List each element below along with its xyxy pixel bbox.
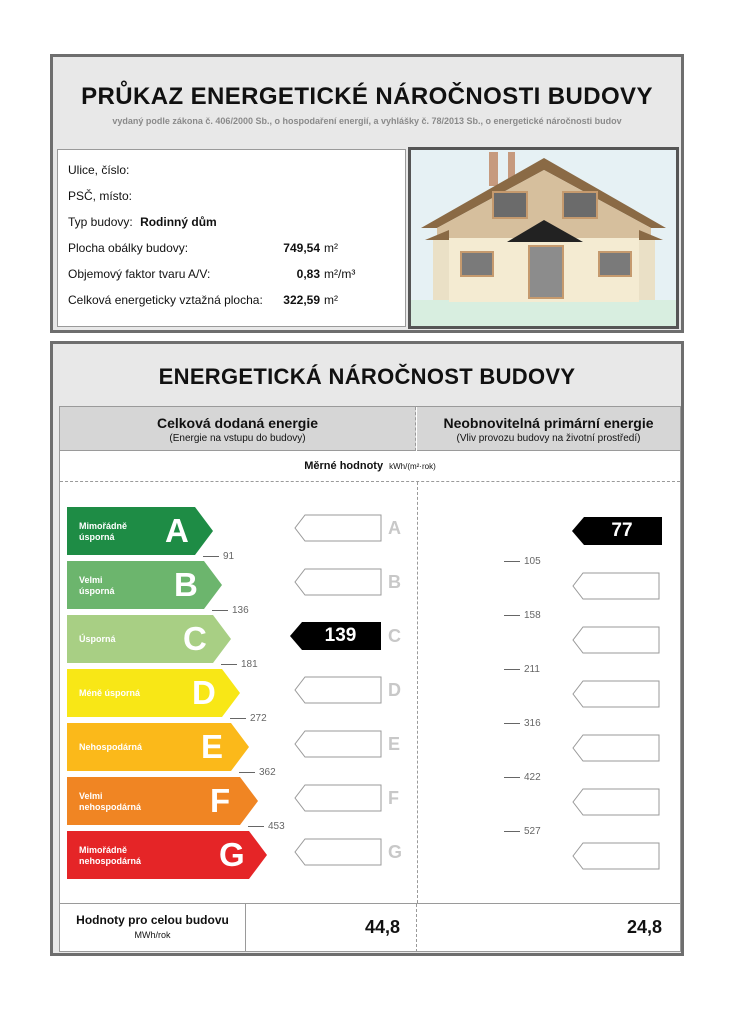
primary-limit-5 (504, 772, 541, 783)
primary-slot-d-shape (573, 681, 659, 707)
delivered-limit-2 (212, 605, 249, 616)
class-label-line1: Úsporná (79, 634, 116, 644)
primary-energy-marker-value: 77 (611, 520, 633, 541)
primary-slot-e (572, 734, 661, 763)
delivered-slot-f (294, 784, 383, 813)
ghost-letter-b: B (388, 572, 401, 592)
building-type-value: Rodinný dům (140, 215, 217, 229)
primary-energy-title: Neobnovitelná primární energie (443, 415, 654, 431)
primary-slot-b (572, 572, 661, 601)
primary-limit-2 (504, 610, 541, 621)
specific-values-label: Měrné hodnoty (304, 460, 384, 472)
class-label-f (79, 791, 141, 813)
psc-row (68, 189, 132, 203)
section-heading: ENERGETICKÁ NÁROČNOST BUDOVY (158, 364, 576, 389)
primary-limit-3 (504, 664, 540, 675)
class-letter-a: A (165, 512, 189, 549)
primary-limit-6-value: 527 (524, 826, 541, 837)
primary-slot-e-shape (573, 735, 659, 761)
class-label-d (79, 688, 140, 699)
class-label-line2: úsporná (79, 532, 115, 542)
class-label-line1: Méně úsporná (79, 688, 141, 698)
primary-limit-6-tick (504, 831, 520, 832)
totals-unit: MWh/rok (134, 930, 171, 940)
delivered-energy-title: Celková dodaná energie (156, 415, 319, 431)
envelope-area-row (68, 241, 388, 255)
psc-label: PSČ, místo: (68, 189, 133, 203)
class-label-line1: Velmi (79, 791, 103, 801)
delivered-limit-2-value: 136 (232, 605, 249, 616)
primary-limit-5-value: 422 (524, 772, 541, 783)
ghost-letter-e: E (388, 734, 401, 754)
total-area-label: Celková energeticky vztažná plocha: (68, 293, 263, 307)
primary-limit-1-tick (504, 561, 520, 562)
delivered-limit-2-tick (212, 610, 228, 611)
delivered-slot-g-shape (295, 839, 381, 865)
totals-label-cell (60, 904, 246, 952)
class-letter-g: G (219, 836, 245, 873)
primary-slot-d (572, 680, 661, 709)
delivered-limit-3 (221, 659, 258, 670)
primary-limit-4-tick (504, 723, 520, 724)
street-row (68, 163, 129, 177)
energy-performance-section (50, 341, 684, 956)
total-area-value: 322,59 (283, 293, 320, 307)
delivered-limit-3-value: 181 (241, 659, 258, 670)
certificate-title: PRŮKAZ ENERGETICKÉ NÁROČNOSTI BUDOVY (81, 83, 653, 110)
class-letter-b: B (174, 566, 198, 603)
envelope-area-label: Plocha obálky budovy: (68, 241, 189, 255)
delivered-limit-6 (248, 821, 285, 832)
certificate-subtitle: vydaný podle zákona č. 406/2000 Sb., o hospodaření energií, a vyhlášky č. 78/2013 Sb., o energetické náročnosti budov (112, 116, 622, 126)
envelope-area-unit: m² (324, 241, 338, 255)
volume-factor-value: 0,83 (296, 267, 320, 281)
delivered-limit-5 (239, 767, 276, 778)
delivered-limit-5-value: 362 (259, 767, 276, 778)
delivered-slot-e (294, 730, 383, 759)
delivered-slot-b-shape (295, 569, 381, 595)
delivered-slot-e-shape (295, 731, 381, 757)
delivered-slot-b (294, 568, 383, 597)
class-label-e (79, 742, 142, 753)
total-area-row (68, 293, 388, 307)
class-label-c (79, 634, 116, 645)
primary-limit-6 (504, 826, 541, 837)
ghost-letter-d: D (388, 680, 401, 700)
class-label-a (79, 521, 127, 543)
certificate-header (50, 54, 684, 333)
primary-limit-2-value: 158 (524, 610, 541, 621)
delivered-limit-3-tick (221, 664, 237, 665)
ghost-letter-c: C (388, 626, 401, 646)
delivered-slot-f-shape (295, 785, 381, 811)
energy-table (59, 406, 681, 952)
delivered-slot-g (294, 838, 383, 867)
totals-row (60, 903, 680, 951)
class-letter-d: D (192, 674, 216, 711)
total-delivered-energy: 44,8 (246, 904, 417, 952)
primary-limit-3-value: 211 (524, 664, 540, 675)
primary-slot-f-shape (573, 789, 659, 815)
building-info-box (57, 149, 406, 327)
delivered-limit-1-tick (203, 556, 219, 557)
delivered-limit-4 (230, 713, 267, 724)
class-label-line2: nehospodárná (79, 856, 142, 866)
primary-slot-g-shape (573, 843, 659, 869)
primary-slot-c (572, 626, 661, 655)
ghost-letter-a: A (388, 518, 401, 538)
delivered-energy-marker-value: 139 (324, 625, 357, 646)
delivered-limit-1 (203, 551, 234, 562)
delivered-limit-6-tick (248, 826, 264, 827)
delivered-limit-6-value: 453 (268, 821, 285, 832)
total-area-unit: m² (324, 293, 338, 307)
delivered-slot-a-shape (295, 515, 381, 541)
primary-energy-subtitle: (Vliv provozu budovy na životní prostředí) (456, 433, 641, 444)
primary-slot-b-shape (573, 573, 659, 599)
primary-limit-2-tick (504, 615, 520, 616)
energy-scale (60, 407, 680, 903)
primary-slot-c-shape (573, 627, 659, 653)
primary-limit-1-value: 105 (524, 556, 541, 567)
primary-limit-4 (504, 718, 541, 729)
envelope-area-value: 749,54 (283, 241, 320, 255)
class-label-line1: Mimořádně (79, 521, 128, 531)
volume-factor-unit: m²/m³ (324, 267, 356, 281)
class-label-line2: úsporná (79, 586, 115, 596)
total-primary-energy: 24,8 (626, 917, 662, 937)
class-label-b (79, 575, 115, 597)
specific-values-unit: kWh/(m²·rok) (389, 462, 436, 471)
primary-limit-1 (504, 556, 541, 567)
class-label-line1: Mimořádně (79, 845, 128, 855)
house-illustration (411, 150, 676, 326)
delivered-slot-d (294, 676, 383, 705)
class-letter-c: C (183, 620, 207, 657)
primary-limit-5-tick (504, 777, 520, 778)
class-label-line1: Velmi (79, 575, 103, 585)
class-label-line2: nehospodárná (79, 802, 142, 812)
delivered-limit-5-tick (239, 772, 255, 773)
delivered-limit-1-value: 91 (223, 551, 235, 562)
street-label: Ulice, číslo: (68, 163, 130, 177)
ghost-letter-g: G (388, 842, 403, 862)
primary-limit-4-value: 316 (524, 718, 541, 729)
delivered-slot-d-shape (295, 677, 381, 703)
volume-factor-row (68, 267, 388, 281)
primary-limit-3-tick (504, 669, 520, 670)
delivered-slot-a (294, 514, 383, 543)
class-label-g (79, 845, 141, 867)
delivered-energy-subtitle: (Energie na vstupu do budovy) (169, 433, 306, 444)
delivered-limit-4-value: 272 (250, 713, 267, 724)
building-type-label: Typ budovy: (68, 215, 133, 229)
building-type-row (68, 215, 217, 229)
class-letter-e: E (201, 728, 224, 765)
delivered-limit-4-tick (230, 718, 246, 719)
primary-slot-f (572, 788, 661, 817)
class-letter-f: F (210, 782, 231, 819)
class-label-line1: Nehospodárná (79, 742, 143, 752)
totals-label: Hodnoty pro celou budovu (76, 913, 229, 927)
ghost-letter-f: F (388, 788, 399, 808)
primary-slot-g (572, 842, 661, 871)
volume-factor-label: Objemový faktor tvaru A/V: (68, 267, 211, 281)
building-photo (408, 147, 679, 329)
